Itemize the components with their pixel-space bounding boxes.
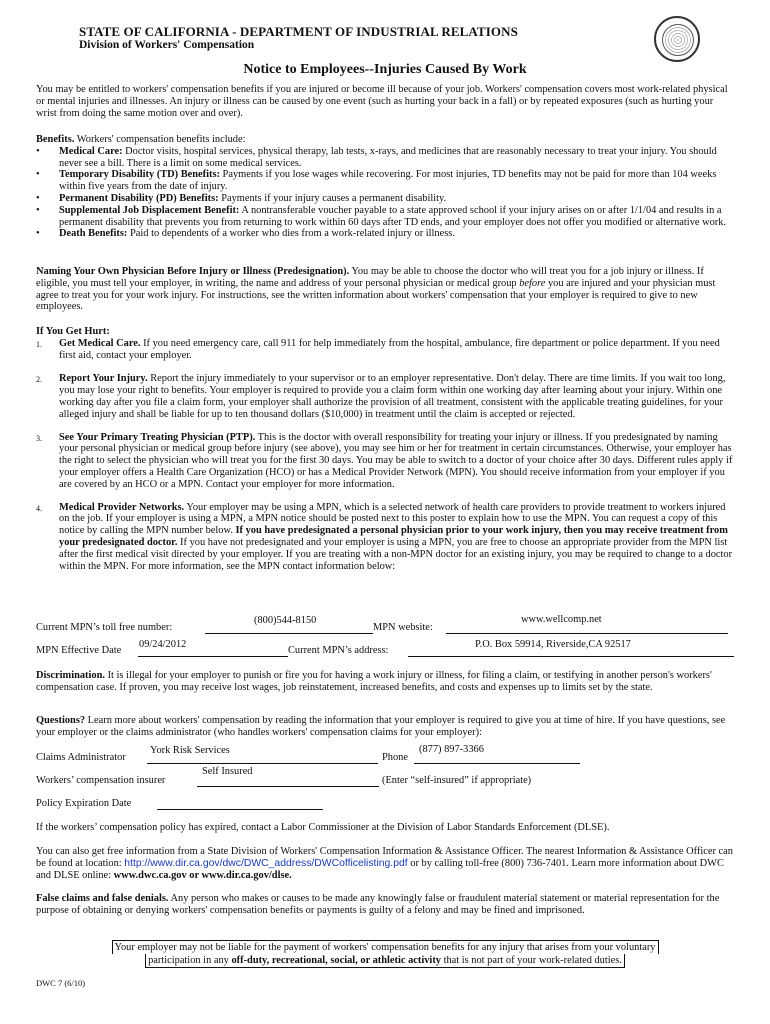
benefits-list [36, 146, 736, 240]
step-text-cont: If you have not predesignated and your employer is using a MPN, you are free to choose an appropriate provider from the MPN list after the first medical visit directed by your employer. If you are treating with a non-MPN doctor for an existing injury, you may be required to change to a doctor within the MPN. For more information, see the MPN contact information below: [59, 536, 733, 572]
step-text: Report the injury immediately to your supervisor or to an employer representative. Don't delay. There are time limits. If you wait too long, you may lose your right to benefits. Your employer is required to provide you a claim form within one working day after learning about your injury. Within one working day after you file a claim form, your employer shall authorize the provision of all treatment, consistent with the applicable treating guidelines, for your alleged injury and shall be liable for up to ten thousand dollars ($10,000) in treatment until the claim is accepted or rejected. [59, 373, 726, 420]
hurt-step [36, 338, 736, 362]
benefit-item [36, 193, 736, 205]
state-seal-icon [654, 16, 700, 62]
voluntary-activity-notice [58, 940, 712, 968]
false-claims-heading: False claims and false denials. [36, 893, 169, 904]
step-text: If you need emergency care, call 911 for help immediately from the hospital, ambulance, fire department or police department. If you need first aid, contact your employer. [59, 337, 720, 361]
benefits-heading: Benefits. [36, 134, 75, 145]
mpn-website-field[interactable] [446, 633, 728, 634]
notice-line-2-text-cont: that is not part of your work-related duties. [440, 955, 622, 966]
benefit-term: Supplemental Job Displacement Benefit: [59, 204, 240, 216]
mpn-address-field[interactable] [408, 656, 734, 657]
expired-paragraph: If the workers’ compensation policy has expired, contact a Labor Commissioner at the Division of Labor Standards Enforcement (DLSE). [36, 822, 610, 833]
mpn-address-value: P.O. Box 59914, Riverside,CA 92517 [475, 639, 631, 650]
mpn-tollfree-field[interactable] [205, 633, 373, 634]
step-number: 1. [36, 339, 42, 349]
hurt-step [36, 502, 736, 573]
benefit-term: Medical Care: [59, 145, 123, 157]
predesignation-text: You may be able to choose the doctor who will treat you for a job injury or illness. If eligible, you must tell your employer, in writing, the name and address of your personal physician or medical group [36, 266, 704, 289]
form-id: DWC 7 (6/10) [36, 978, 86, 988]
predesignation-paragraph [36, 266, 736, 313]
step-number: 4. [36, 503, 42, 513]
benefit-text: A nontransferable voucher payable to a state approved school if your injury arises on or after 1/1/04 and results in a permanent disability that prevents you from returning to work within 60 days after TD ends, and your employer does not offer you modified or alternative work. [59, 204, 727, 228]
dwc-website-text: www.dwc.ca.gov or www.dir.ca.gov/dlse. [113, 869, 292, 881]
step-number: 2. [36, 375, 42, 385]
phone-field[interactable] [414, 763, 580, 764]
benefits-section [36, 134, 736, 240]
free-info-text-cont: or by calling toll-free (800) 736-7401. Learn more information about DWC and DLSE online: [36, 857, 724, 881]
if-you-get-hurt-section [36, 326, 736, 572]
insurer-value: Self Insured [202, 766, 253, 777]
agency-heading: STATE OF CALIFORNIA - DEPARTMENT OF INDUSTRIAL RELATIONS [79, 24, 518, 39]
policy-expiration-label: Policy Expiration Date [36, 798, 132, 809]
bullet-icon: • [36, 228, 40, 240]
false-claims-paragraph [36, 893, 736, 917]
dwc-office-listing-link[interactable]: http://www.dir.ca.gov/dwc/DWC_address/DWCofficelisting.pdf [124, 857, 408, 869]
discrimination-text: It is illegal for your employer to punish or fire you for having a work injury or illness, for filing a claim, or testifying in another person's workers' compensation case. If proven, you may receive lost wages, job reinstatement, increased benefits, and costs and expenses up to limits set by the state. [36, 670, 712, 693]
step-text: This is the doctor with overall responsibility for treating your injury or illness. If you predesignated by naming your personal physician or medical group before injury (see above), you may see him or her for treatment in certain circumstances. Otherwise, your employer has the right to select the physician who will treat you for the first 30 days. You may be able to switch to a doctor of your choice after 30 days. Different rules apply if your employer offers a Health Care Organization (HCO) or has a Medical Provider Network (MPN). You should receive information from your employer if you are covered by an HCO or a MPN. Contact your employer for more information. [59, 431, 733, 490]
predesignation-italic: before [519, 277, 546, 289]
benefit-text: Doctor visits, hospital services, physical therapy, lab tests, x-rays, and medicines that are reasonably necessary to treat your injury. You should never see a bill. There is a limit on some medical services. [59, 145, 717, 169]
insurer-field[interactable] [197, 786, 379, 787]
claims-admin-label: Claims Administrator [36, 752, 126, 763]
step-term: See Your Primary Treating Physician (PTP). [59, 431, 256, 443]
mpn-effective-field[interactable] [138, 656, 288, 657]
false-claims-text: Any person who makes or causes to be made any knowingly false or fraudulent material statement or material representation for the purpose of obtaining or denying workers' compensation benefits or payments is guilty of a felony and may be fined and imprisoned. [36, 893, 720, 916]
phone-value: (877) 897-3366 [419, 744, 484, 755]
step-bold: If you have predesignated a personal physician prior to your work injury, then you may receive treatment from your predesignated doctor. [59, 525, 728, 548]
claims-admin-value: York Risk Services [150, 745, 230, 756]
hurt-heading: If You Get Hurt: [36, 326, 110, 337]
benefit-term: Death Benefits: [59, 228, 128, 240]
insurer-note: (Enter “self-insured” if appropriate) [382, 775, 532, 786]
mpn-effective-value: 09/24/2012 [139, 639, 187, 650]
hurt-step [36, 373, 736, 420]
benefit-item [36, 169, 736, 193]
questions-text: Learn more about workers' compensation by reading the information that your employer is required to give you at time of hire. If you have questions, see your employer or the claims administrator (who handles workers' compensation claims for your employer): [36, 715, 726, 738]
bullet-icon: • [36, 204, 40, 216]
notice-title: Notice to Employees--Injuries Caused By Work [243, 62, 527, 77]
notice-line-2-bold: off-duty, recreational, social, or athletic activity [231, 955, 441, 966]
division-heading: Division of Workers' Compensation [79, 39, 255, 51]
mpn-tollfree-label: Current MPN’s toll free number: [36, 622, 173, 633]
bullet-icon: • [36, 169, 40, 181]
step-term: Report Your Injury. [59, 373, 148, 385]
mpn-website-label: MPN website: [373, 622, 433, 633]
intro-paragraph: You may be entitled to workers' compensation benefits if you are injured or become ill because of your job. Workers' compensation covers most work-related physical or mental injuries and illnesses. An injury or illness can be caused by one event (such as hurting your back in a fall) or by repeated exposures (such as hurting your wrist from doing the same motion over and over). [36, 84, 728, 119]
notice-line-1: Your employer may not be liable for the payment of workers' compensation benefits for any injury that arises from your voluntary [112, 940, 659, 954]
step-number: 3. [36, 433, 42, 443]
benefit-item [36, 146, 736, 170]
notice-line-2 [145, 954, 625, 968]
benefit-item [36, 205, 736, 229]
step-term: Get Medical Care. [59, 337, 141, 349]
free-info-text: You can also get free information from a State Division of Workers' Compensation Information & Assistance Officer. The nearest Information & Assistance Officer can be found at location: [36, 846, 733, 869]
claims-admin-field[interactable] [147, 763, 378, 764]
predesignation-text-cont: you are injured and your physician must agree to treat you for your work injury. For instructions, see the written information about workers' compensation that your employer is required to give to new employees. [36, 277, 716, 313]
benefit-text: Payments if you lose wages while recovering. For most injuries, TD benefits may not be paid for more than 104 weeks within five years from the date of injury. [59, 169, 717, 193]
policy-expiration-field[interactable] [157, 809, 323, 810]
benefit-item [36, 228, 736, 240]
benefit-text: Payments if your injury causes a permanent disability. [218, 192, 447, 204]
benefits-lead: Workers' compensation benefits include: [74, 134, 246, 145]
benefit-term: Permanent Disability (PD) Benefits: [59, 192, 219, 204]
benefit-text: Paid to dependents of a worker who dies from a work-related injury or illness. [127, 228, 455, 240]
mpn-website-value: www.wellcomp.net [521, 614, 602, 625]
questions-paragraph [36, 715, 736, 739]
hurt-steps [36, 338, 736, 573]
questions-heading: Questions? [36, 715, 86, 726]
discrimination-paragraph [36, 670, 736, 694]
mpn-address-label: Current MPN’s address: [288, 645, 389, 656]
step-term: Medical Provider Networks. [59, 501, 185, 513]
mpn-effective-label: MPN Effective Date [36, 645, 122, 656]
free-info-paragraph [36, 846, 736, 881]
hurt-step [36, 432, 736, 491]
benefit-term: Temporary Disability (TD) Benefits: [59, 169, 220, 181]
discrimination-heading: Discrimination. [36, 670, 105, 681]
notice-line-2-text: participation in any [148, 955, 232, 966]
mpn-tollfree-value: (800)544-8150 [254, 615, 317, 626]
phone-label: Phone [382, 752, 408, 763]
step-text: Your employer may be using a MPN, which is a selected network of health care providers to provide treatment to workers injured on the job. If your employer is using a MPN, a MPN notice should be posted next to this poster to explain how to use the MPN. You can request a copy of this notice by calling the MPN number below. [59, 501, 726, 537]
predesignation-heading: Naming Your Own Physician Before Injury or Illness (Predesignation). [36, 266, 350, 277]
bullet-icon: • [36, 192, 40, 204]
bullet-icon: • [36, 145, 40, 157]
insurer-label: Workers’ compensation insurer [36, 775, 166, 786]
